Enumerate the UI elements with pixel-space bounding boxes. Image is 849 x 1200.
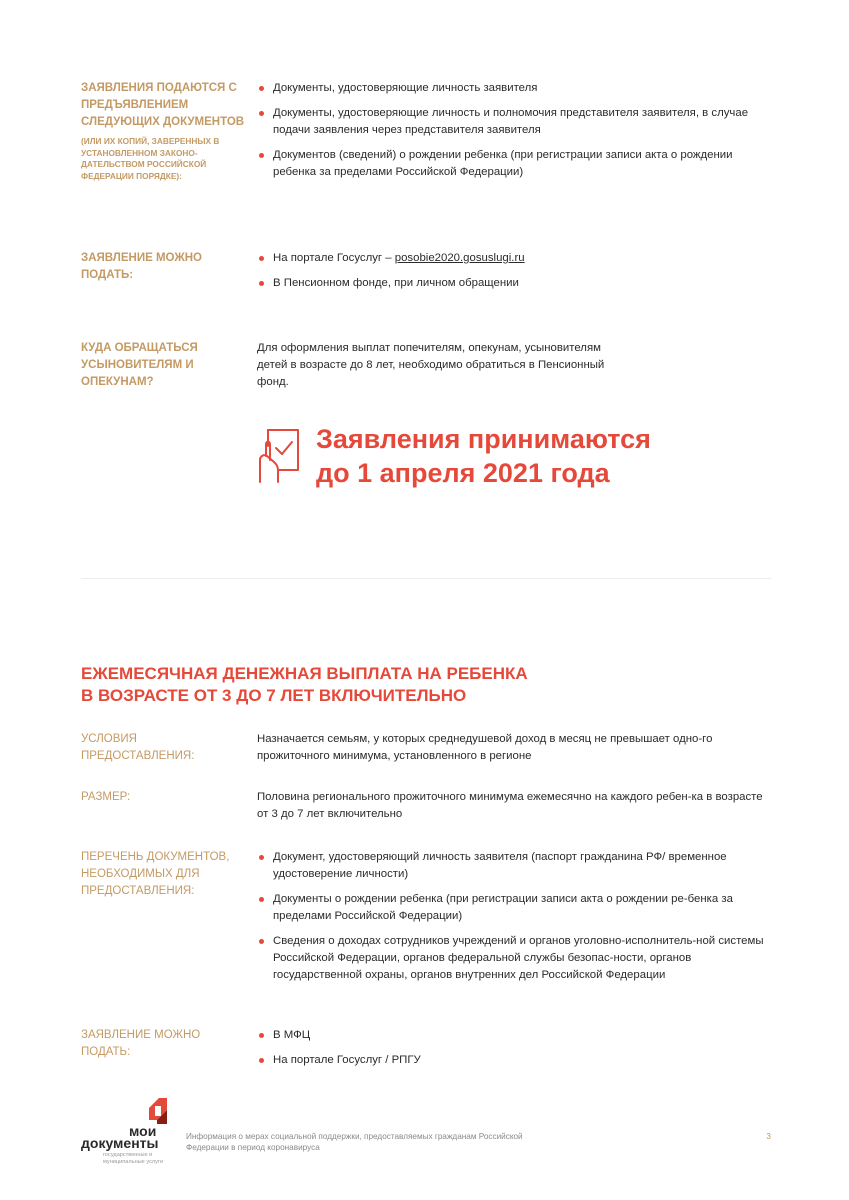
apply-list <box>257 250 771 292</box>
list-item: Документы, удостоверяющие личность и полномочия представителя заявителя, в случае подачи заявления через представителя заявителя <box>257 105 771 139</box>
deadline-banner <box>256 424 776 494</box>
page-number: 3 <box>766 1131 771 1141</box>
list-item: Документы, удостоверяющие личность заявителя <box>257 80 771 97</box>
required-docs-label: ПЕРЕЧЕНЬ ДОКУМЕНТОВ, НЕОБХОДИМЫХ ДЛЯ ПРЕДОСТАВЛЕНИЯ: <box>81 851 230 897</box>
apply-list-2 <box>257 1027 771 1069</box>
moi-dokumenty-logo-icon <box>81 1096 173 1166</box>
size-text: Половина регионального прожиточного минимума ежемесячно на каждого ребен-ка в возрасте от 3 до 7 лет включительно <box>257 791 763 820</box>
conditions-text: Назначается семьям, у которых среднедушевой доход в месяц не превышает одно-го прожиточного минимума, установленного в регионе <box>257 733 713 762</box>
list-item: На портале Госуслуг – posobie2020.gosuslugi.ru <box>257 250 771 267</box>
size-label: РАЗМЕР: <box>81 791 131 803</box>
logo-word-1: мои <box>129 1123 157 1139</box>
conditions-label: УСЛОВИЯ ПРЕДОСТАВЛЕНИЯ: <box>81 733 195 762</box>
gosuslugi-link[interactable]: posobie2020.gosuslugi.ru <box>394 252 525 264</box>
list-item: Документ, удостоверяющий личность заявителя (паспорт гражданина РФ/ временное удостоверение личности) <box>257 849 771 883</box>
section-title: ЕЖЕМЕСЯЧНАЯ ДЕНЕЖНАЯ ВЫПЛАТА НА РЕБЕНКА В ВОЗРАСТЕ ОТ 3 ДО 7 ЛЕТ ВКЛЮЧИТЕЛЬНО <box>81 664 528 705</box>
list-item: Сведения о доходах сотрудников учреждений и органов уголовно-исполнитель-ной системы Российской Федерации, органов федеральной службы безопас-ности, органов государственной охраны, органов внутренних дел Российской Федерации <box>257 933 771 984</box>
divider <box>81 578 771 579</box>
footer <box>81 1096 771 1166</box>
footer-text: Информация о мерах социальной поддержки, предоставляемых гражданам Российской Федерации в период коронавируса <box>186 1132 523 1152</box>
apply-label-2: ЗАЯВЛЕНИЕ МОЖНО ПОДАТЬ: <box>81 1029 201 1058</box>
deadline-line-1: Заявления принимаются <box>316 424 651 454</box>
document-hand-check-icon <box>256 426 302 484</box>
list-item: В Пенсионном фонде, при личном обращении <box>257 275 771 292</box>
guardians-text: Для оформления выплат попечителям, опекунам, усыновителям детей в возрасте до 8 лет, необходимо обратиться в Пенсионный фонд. <box>257 342 605 388</box>
list-item: Документов (сведений) о рождении ребенка (при регистрации записи акта о рождении ребенка за пределами Российской Федерации) <box>257 147 771 181</box>
list-item: Документы о рождении ребенка (при регистрации записи акта о рождении ре-бенка за пределами Российской Федерации) <box>257 891 771 925</box>
logo-subtitle: государственные и муниципальные услуги <box>103 1152 164 1165</box>
list-item: В МФЦ <box>257 1027 771 1044</box>
documents-list <box>257 80 771 181</box>
required-docs-list <box>257 849 771 984</box>
list-item: На портале Госуслуг / РПГУ <box>257 1052 771 1069</box>
logo-word-2: документы <box>81 1135 159 1151</box>
guardians-label: КУДА ОБРАЩАТЬСЯ УСЫНОВИТЕЛЯМ И ОПЕКУНАМ? <box>81 342 198 388</box>
documents-label: ЗАЯВЛЕНИЯ ПОДАЮТСЯ С ПРЕДЪЯВЛЕНИЕМ СЛЕДУЮЩИХ ДОКУМЕНТОВ <box>81 82 245 128</box>
apply-label: ЗАЯВЛЕНИЕ МОЖНО ПОДАТЬ: <box>81 252 202 281</box>
deadline-line-2: до 1 апреля 2021 года <box>316 458 610 488</box>
documents-sublabel: (ИЛИ ИХ КОПИЙ, ЗАВЕРЕННЫХ В УСТАНОВЛЕННОМ ЗАКОНО-ДАТЕЛЬСТВОМ РОССИЙСКОЙ ФЕДЕРАЦИИ ПОРЯДКЕ): <box>81 136 220 181</box>
